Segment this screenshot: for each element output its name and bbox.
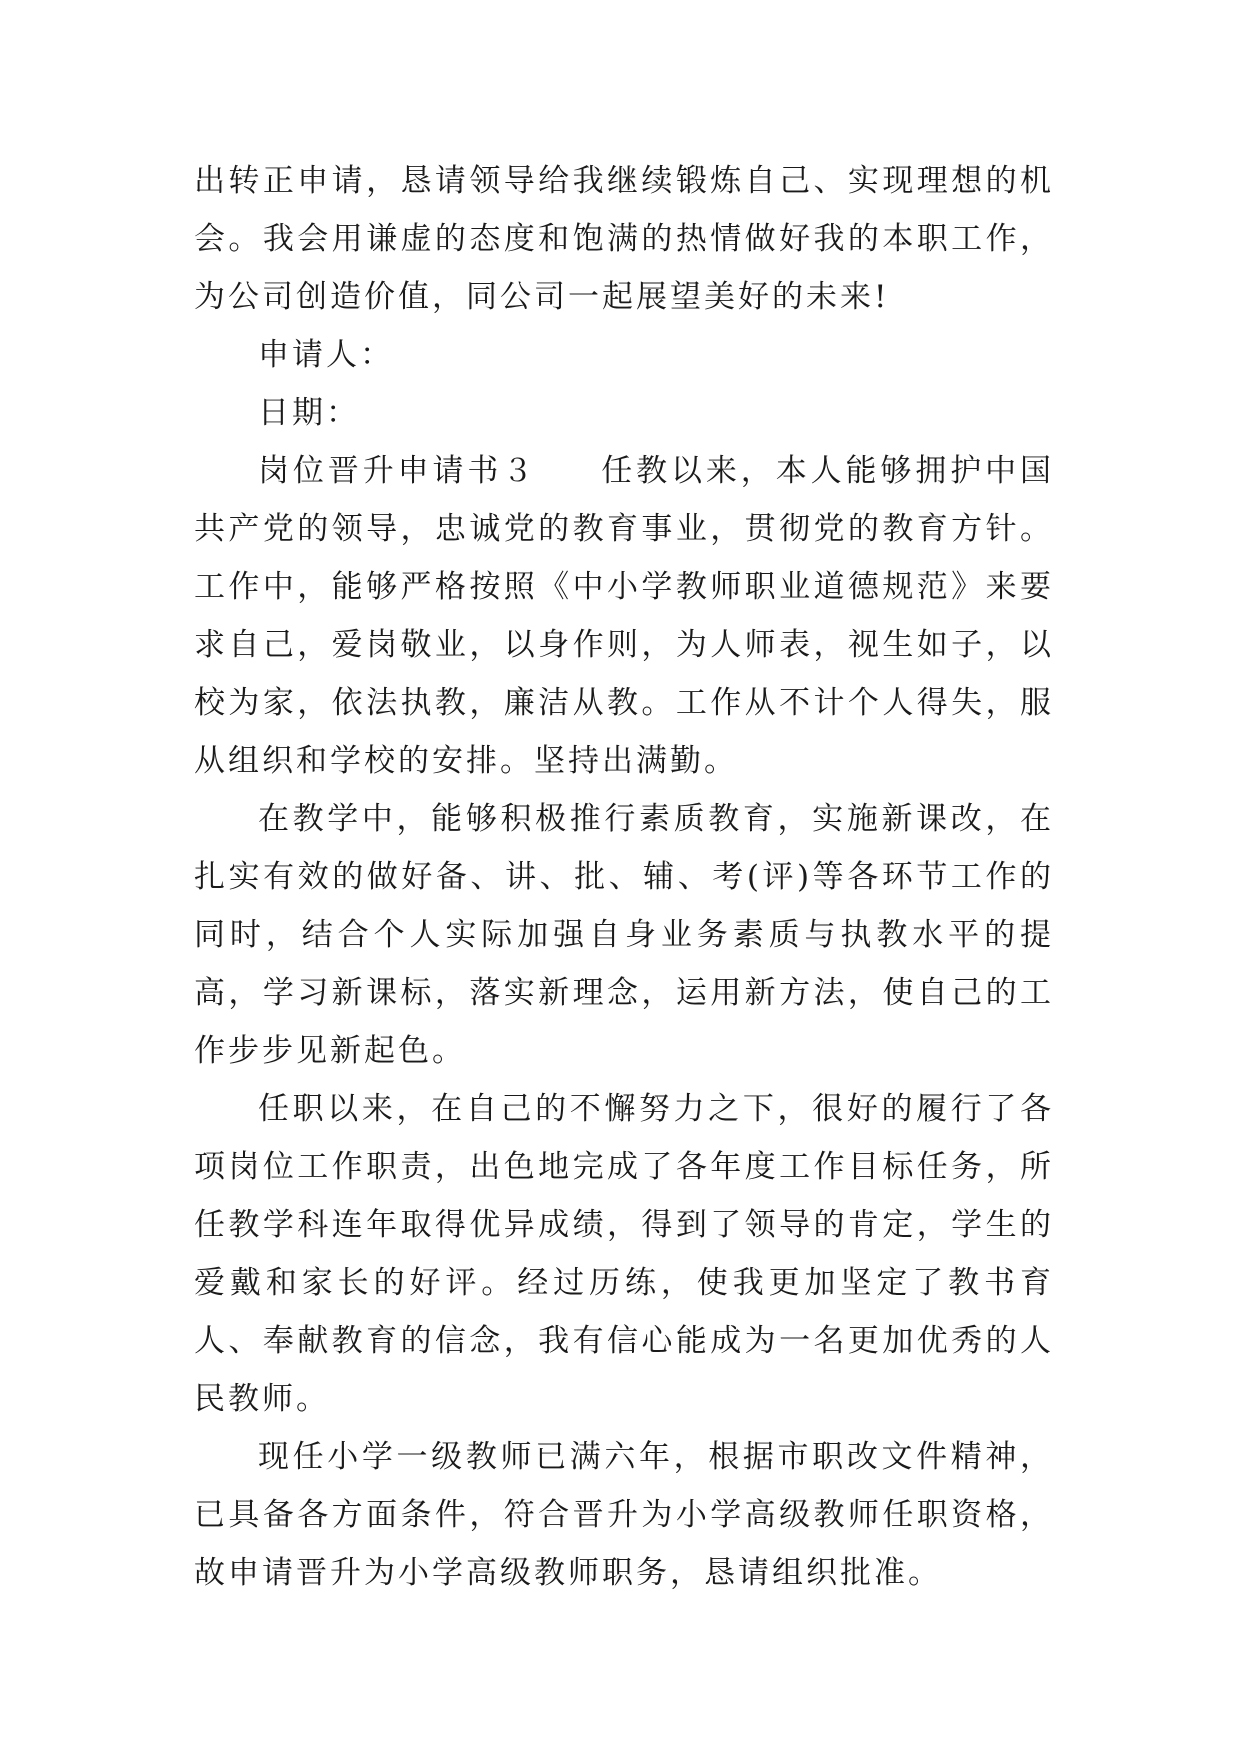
body-paragraph-request: 现任小学一级教师已满六年，根据市职改文件精神，已具备各方面条件，符合晋升为小学高级教师任职资格，故申请晋升为小学高级教师职务，恳请组织批准。 (194, 1439, 1054, 1591)
body-paragraph-teaching: 在教学中，能够积极推行素质教育，实施新课改，在扎实有效的做好备、讲、批、辅、考(评)等各环节工作的同时，结合个人实际加强自身业务素质与执教水平的提高，学习新课标，落实新理念，运用新方法，使自己的工作步步见新起色。 (194, 801, 1054, 1069)
section-paragraph (194, 442, 1054, 790)
section-title: 岗位晋升申请书３ (258, 453, 538, 489)
date-label: 日期： (258, 395, 360, 431)
document-page (194, 152, 1054, 1602)
section-first-text: 任教以来，本人能够拥护中国共产党的领导，忠诚党的教育事业，贯彻党的教育方针。工作中，能够严格按照《中小学教师职业道德规范》来要求自己，爱岗敬业，以身作则，为人师表，视生如子，以校为家，依法执教，廉洁从教。工作从不计个人得失，服从组织和学校的安排。坚持出满勤。 (194, 453, 1055, 779)
body-paragraph-duties: 任职以来，在自己的不懈努力之下，很好的履行了各项岗位工作职责，出色地完成了各年度工作目标任务，所任教学科连年取得优异成绩，得到了领导的肯定，学生的爱戴和家长的好评。经过历练，使我更加坚定了教书育人、奉献教育的信念，我有信心能成为一名更加优秀的人民教师。 (194, 1091, 1054, 1417)
paragraph-closing: 出转正申请，恳请领导给我继续锻炼自己、实现理想的机会。我会用谦虚的态度和饱满的热情做好我的本职工作，为公司创造价值，同公司一起展望美好的未来! (194, 163, 1054, 315)
applicant-label: 申请人： (258, 337, 394, 373)
